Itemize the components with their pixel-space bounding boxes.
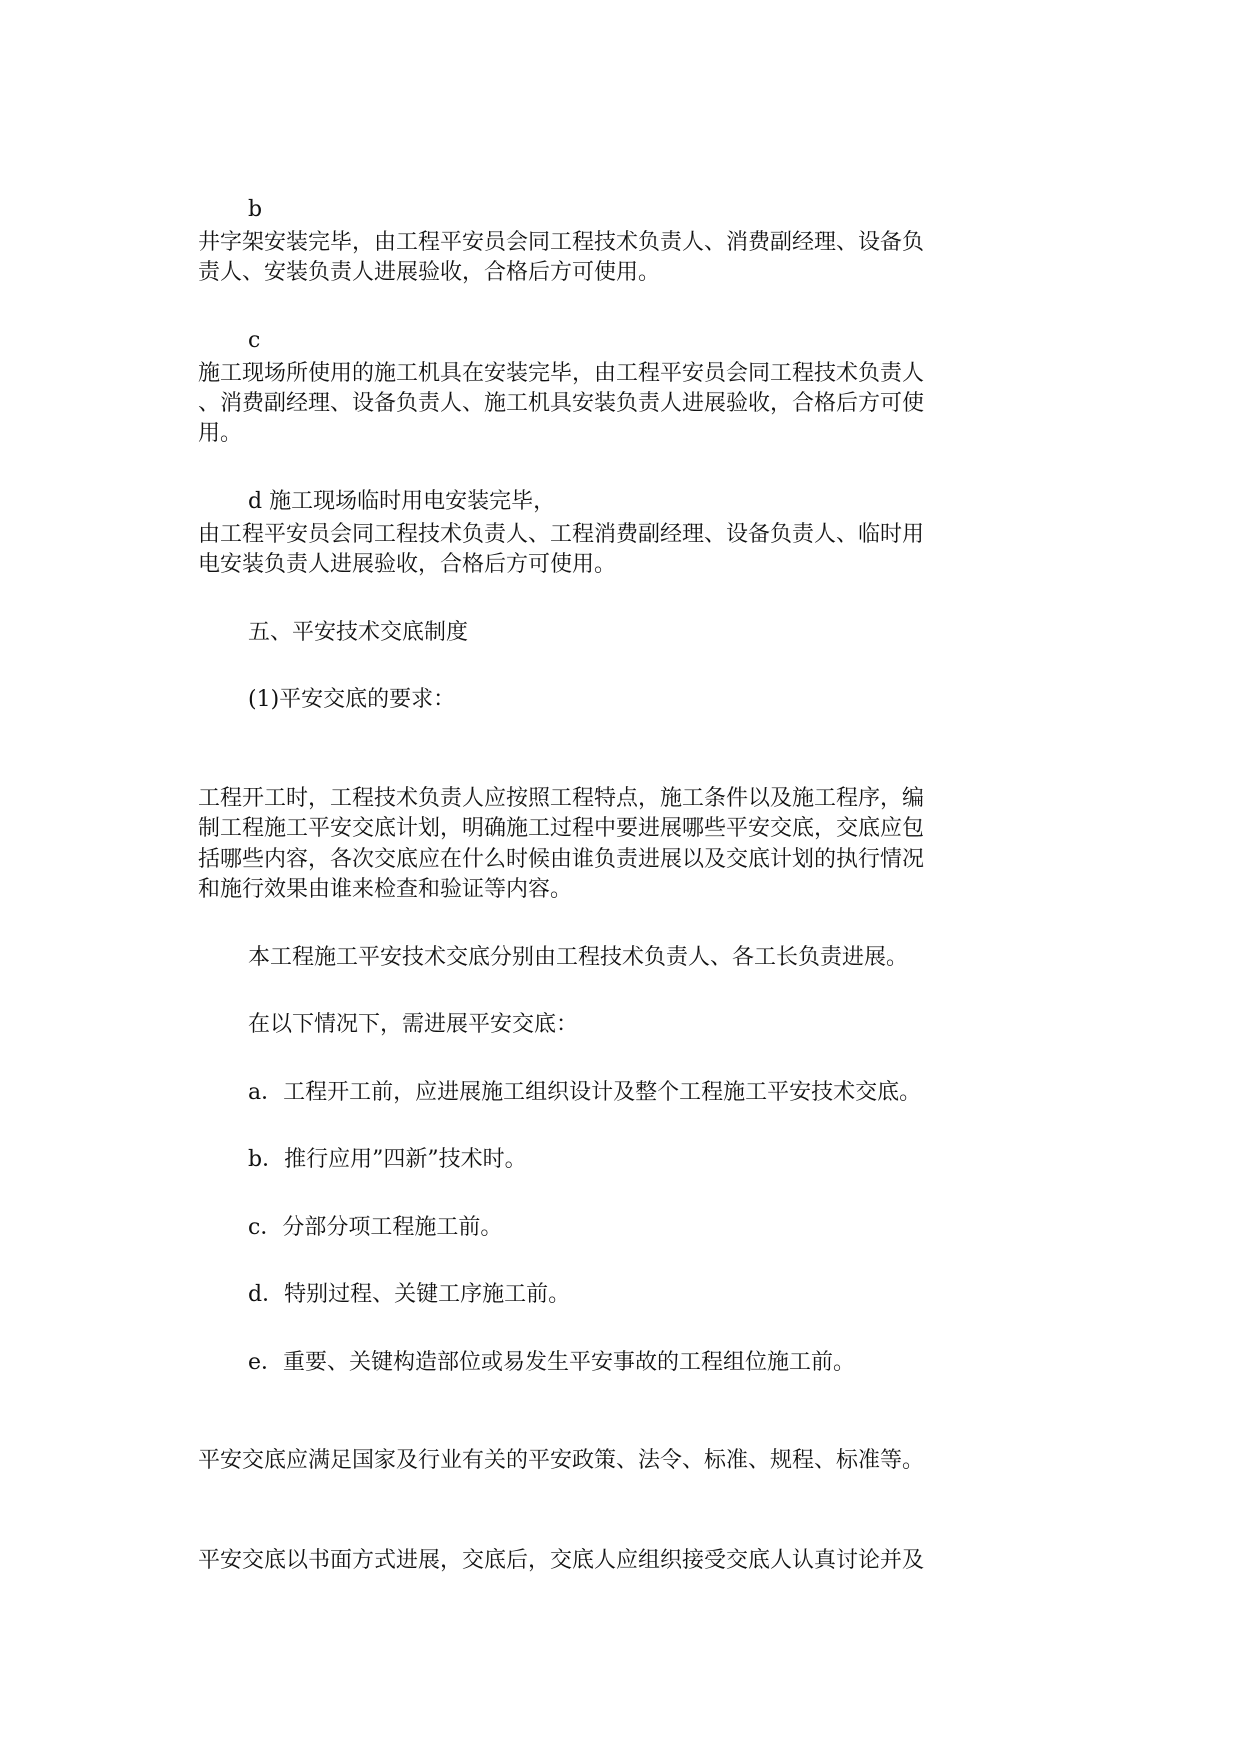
item-d-line: d 施工现场临时用电安装完毕， [248, 489, 556, 514]
text-line: 井字架安装完毕，由工程平安员会同工程技术负责人、消费副经理、设备负 [198, 230, 925, 255]
list-item-c: c．分部分项工程施工前。 [248, 1215, 503, 1240]
subsection-heading: (1)平安交底的要求： [248, 687, 456, 712]
list-item-d: d．特别过程、关键工序施工前。 [248, 1282, 571, 1307]
text-line: 电安装负责人进展验收，合格后方可使用。 [198, 552, 617, 577]
item-c-marker: c [248, 328, 261, 353]
section-heading: 五、平安技术交底制度 [248, 620, 469, 645]
item-b-marker: b [248, 197, 263, 222]
list-item-a: a．工程开工前，应进展施工组织设计及整个工程施工平安技术交底。 [248, 1080, 922, 1105]
list-item-e: e．重要、关键构造部位或易发生平安事故的工程组位施工前。 [248, 1350, 856, 1375]
text-line: 平安交底应满足国家及行业有关的平安政策、法令、标准、规程、标准等。 [198, 1448, 925, 1473]
text-line: 在以下情况下，需进展平安交底： [248, 1012, 579, 1037]
text-line: 平安交底以书面方式进展，交底后，交底人应组织接受交底人认真讨论并及 [198, 1548, 925, 1573]
text-line: 和施行效果由谁来检查和验证等内容。 [198, 877, 573, 902]
text-line: 括哪些内容，各次交底应在什么时候由谁负责进展以及交底计划的执行情况 [198, 847, 925, 872]
text-line: 、消费副经理、设备负责人、施工机具安装负责人进展验收，合格后方可使 [198, 391, 925, 416]
text-line: 工程开工时，工程技术负责人应按照工程特点，施工条件以及施工程序，编 [198, 786, 925, 811]
list-item-b: b．推行应用”四新”技术时。 [248, 1147, 527, 1172]
text-line: 本工程施工平安技术交底分别由工程技术负责人、各工长负责进展。 [248, 945, 909, 970]
text-line: 用。 [198, 421, 243, 446]
text-line: 制工程施工平安交底计划，明确施工过程中要进展哪些平安交底，交底应包 [198, 816, 925, 841]
text-line: 责人、安装负责人进展验收，合格后方可使用。 [198, 260, 661, 285]
text-line: 由工程平安员会同工程技术负责人、工程消费副经理、设备负责人、临时用 [198, 522, 925, 547]
text-line: 施工现场所使用的施工机具在安装完毕，由工程平安员会同工程技术负责人 [198, 361, 925, 386]
